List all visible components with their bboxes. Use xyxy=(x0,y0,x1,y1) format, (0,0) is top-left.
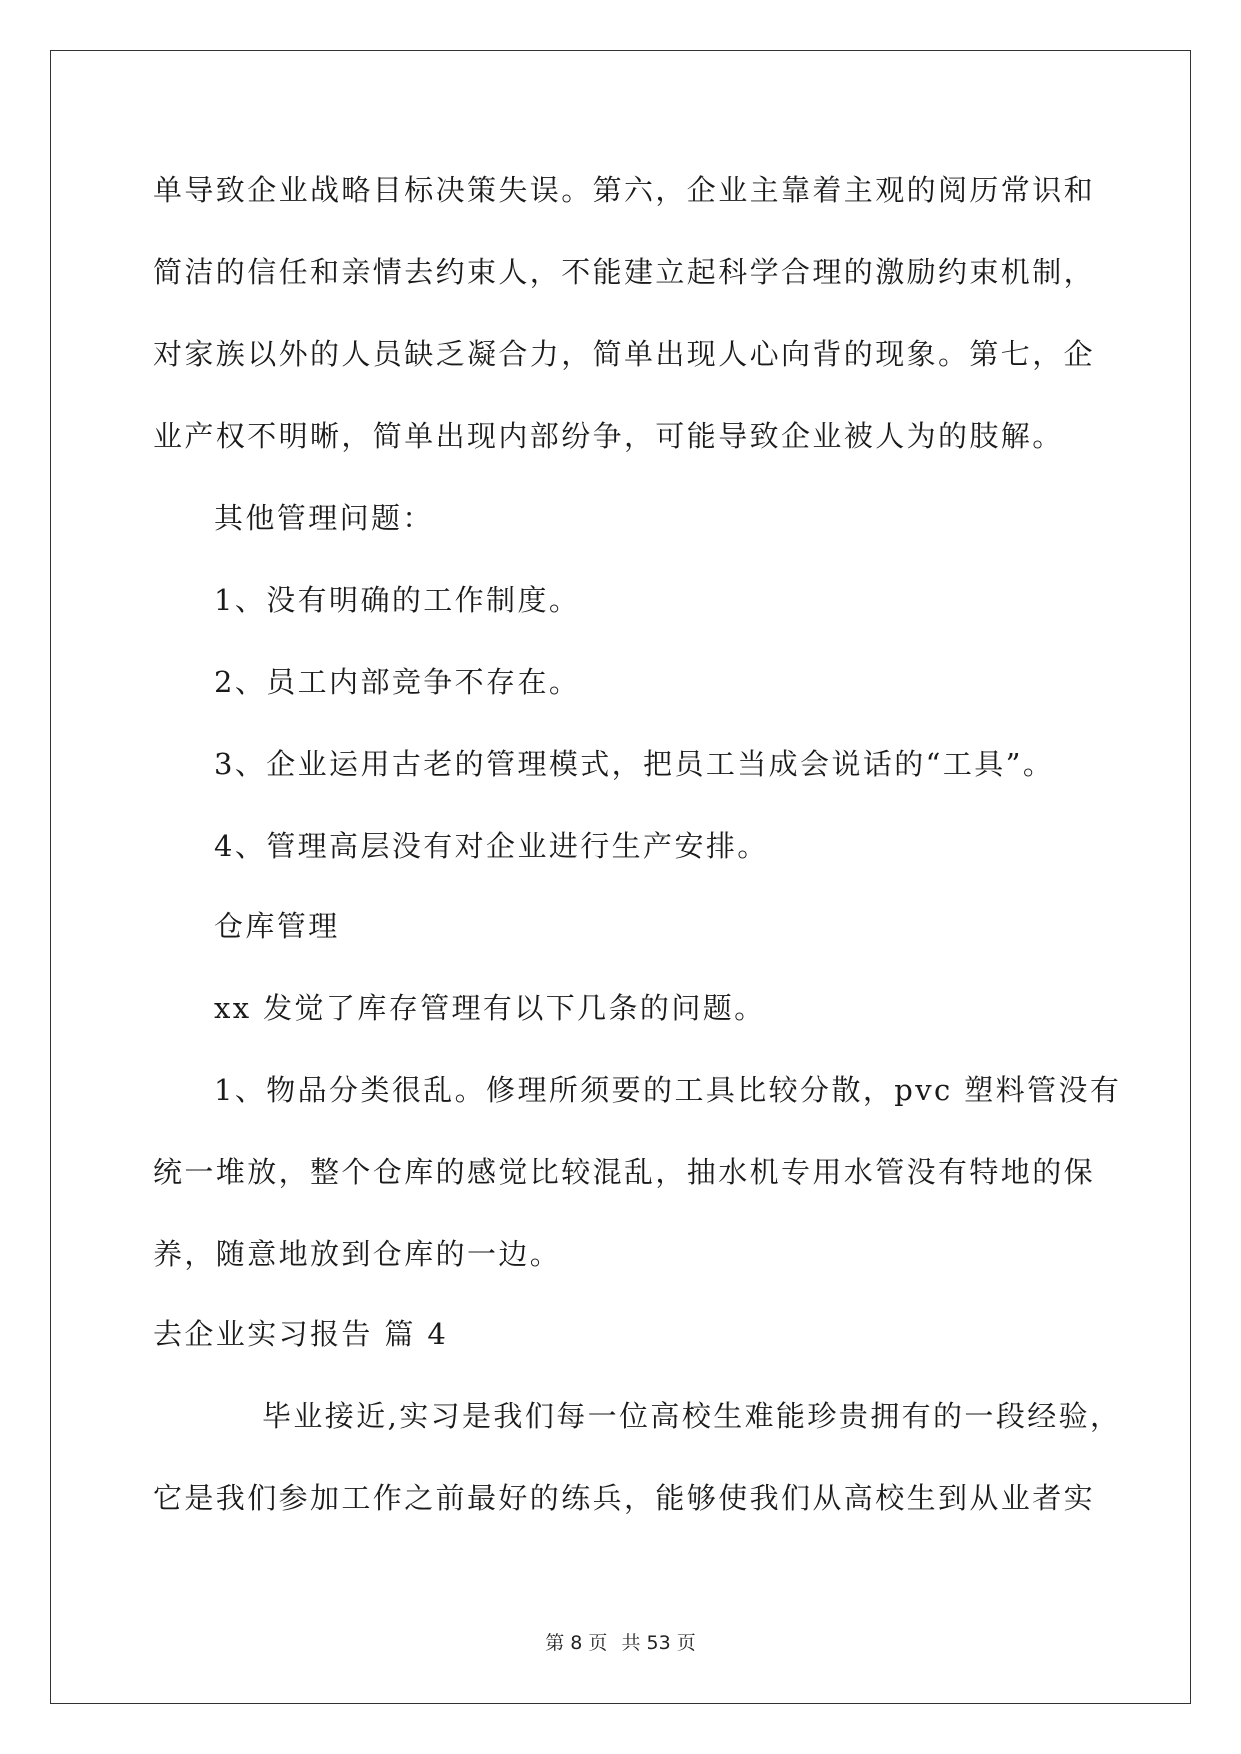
body-line-report-1: 毕业接近,实习是我们每一位高校生难能珍贵拥有的一段经验， xyxy=(262,1399,1122,1433)
body-line-2: 简洁的信任和亲情去约束人，不能建立起科学合理的激励约束机制， xyxy=(153,255,1096,289)
section-heading-other-issues: 其他管理问题： xyxy=(214,501,434,535)
list-item-3: 3、企业运用古老的管理模式，把员工当成会说话的“工具”。 xyxy=(214,747,1055,781)
section-heading-warehouse: 仓库管理 xyxy=(214,909,340,943)
page-footer xyxy=(0,1631,1241,1655)
section-title-report-4: 去企业实习报告 篇 4 xyxy=(153,1317,449,1351)
body-line-report-2: 它是我们参加工作之前最好的练兵，能够使我们从高校生到从业者实 xyxy=(153,1481,1096,1515)
body-line-warehouse-intro: xx 发觉了库存管理有以下几条的问题。 xyxy=(214,991,766,1025)
page-number: 第 8 页 xyxy=(545,1632,608,1654)
body-line-warehouse-3: 养，随意地放到仓库的一边。 xyxy=(153,1237,562,1271)
body-line-4: 业产权不明晰，简单出现内部纷争，可能导致企业被人为的肢解。 xyxy=(153,419,1064,453)
body-line-warehouse-2: 统一堆放，整个仓库的感觉比较混乱，抽水机专用水管没有特地的保 xyxy=(153,1155,1096,1189)
list-item-1: 1、没有明确的工作制度。 xyxy=(214,583,581,617)
body-line-warehouse-1: 1、物品分类很乱。修理所须要的工具比较分散，pvc 塑料管没有 xyxy=(214,1073,1122,1107)
list-item-4: 4、管理高层没有对企业进行生产安排。 xyxy=(214,829,769,863)
body-line-3: 对家族以外的人员缺乏凝合力，简单出现人心向背的现象。第七，企 xyxy=(153,337,1096,371)
body-line-1: 单导致企业战略目标决策失误。第六，企业主靠着主观的阅历常识和 xyxy=(153,173,1096,207)
page-border xyxy=(50,50,1191,1704)
list-item-2: 2、员工内部竞争不存在。 xyxy=(214,665,581,699)
page-total: 共 53 页 xyxy=(621,1632,696,1654)
